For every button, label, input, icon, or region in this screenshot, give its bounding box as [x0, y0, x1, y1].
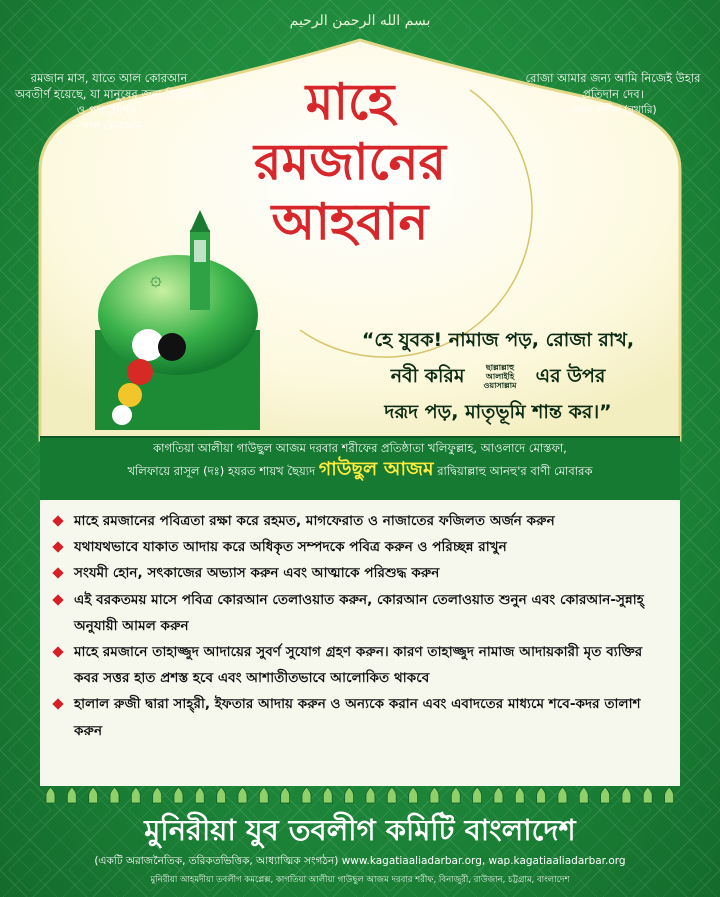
- banner-line-2-post: রাদ্বিয়াল্লাহু আনহু'র বাণী মোবারক: [437, 464, 593, 478]
- quran-quote-source: -আল কোরআন: [75, 120, 143, 132]
- list-item: [54, 560, 664, 586]
- title-line-2: রমজানের: [254, 132, 446, 191]
- main-quote-line-3: দরূদ পড়, মাতৃভূমি শান্ত কর।”: [384, 401, 612, 423]
- list-item: [54, 534, 664, 560]
- diamond-bullet-icon: [52, 542, 63, 553]
- main-quote-line-2a: নবী করিম: [390, 365, 465, 387]
- main-quote: [288, 322, 708, 430]
- main-quote-line-1: “হে যুবক! নামাজ পড়, রোজা রাখ,: [361, 329, 635, 351]
- founder-banner: [40, 436, 680, 500]
- diamond-bullet-icon: [52, 646, 63, 657]
- bismillah-calligraphy: بسم الله الرحمن الرحيم: [289, 13, 431, 29]
- banner-line-2-pre: খলিফায়ে রাসূল (দঃ) হযরত শায়খ ছৈয়্যদ: [127, 464, 316, 478]
- main-quote-line-2b: এর উপর: [535, 365, 606, 387]
- list-item-text: মাহে রমজানে তাহাজ্জুদ আদায়ের সুবর্ণ সুযোগ গ্রহণ করুন। কারণ তাহাজ্জুদ নামাজ আদায়কারী মৃত ব্যক্তির কবর সত্তর হাত প্রশস্ত হবে এবং আশাতীতভাবে আলোকিত থাকবে: [74, 644, 643, 687]
- diamond-bullet-icon: [52, 515, 63, 526]
- organization-title: মুনিরীয়া যুব তবলীগ কমিটি বাংলাদেশ: [144, 813, 576, 847]
- list-item-text: যথাযথভাবে যাকাত আদায় করে অধিকৃত সম্পদকে পবিত্র করুন ও পরিচ্ছন্ন রাখুন: [74, 539, 507, 556]
- message-list: [40, 500, 680, 744]
- decorative-border-strip: [40, 786, 680, 804]
- banner-line-1: কাগতিয়া আলীয়া গাউছুল আজম দরবার শরীফের প্রতিষ্ঠাতা খলিফুল্লাহ, আওলাদে মোস্তফা,: [153, 441, 567, 455]
- hadith-quote-text: রোজা আমার জন্য আমি নিজেই উহার প্রতিদান দেব।: [525, 71, 701, 101]
- list-item-text: মাহে রমজানের পবিত্রতা রক্ষা করে রহমত, মাগফেরাত ও নাজাতের ফজিলত অর্জন করুন: [74, 513, 555, 529]
- list-item: [54, 691, 664, 743]
- list-item-text: সংযমী হোন, সৎকাজের অভ্যাস করুন এবং আত্মাকে পরিশুদ্ধ করুন: [74, 565, 440, 582]
- quran-quote: [14, 70, 204, 134]
- hadith-quote: [520, 70, 706, 118]
- svg-text:۞: ۞: [150, 266, 162, 290]
- diamond-bullet-icon: [52, 568, 63, 579]
- banner-highlight-name: গাউছুল আজম: [318, 458, 434, 480]
- list-item: [54, 639, 664, 691]
- poster-title: [200, 72, 500, 252]
- hadith-quote-source: -আল হাদীস (বুখারি): [569, 104, 657, 116]
- list-item: [54, 508, 664, 534]
- message-list-panel: [40, 500, 680, 786]
- list-item-text: হালাল রুজী দ্বারা সাহ্‌রী, ইফতার আদায় করুন ও অন্যকে করান এবং এবাদতের মাধ্যমে শবে-কদর তালাশ করুন: [74, 696, 641, 739]
- main-quote-line-2: [288, 358, 708, 394]
- title-line-1: মাহে: [305, 72, 395, 131]
- banner-line-2: [40, 459, 680, 482]
- diamond-bullet-icon: [52, 594, 63, 605]
- diamond-bullet-icon: [52, 699, 63, 710]
- honorific-note: ছাল্লাল্লাহু আলাইহি ওয়াসাল্লাম: [483, 363, 517, 390]
- title-line-3: আহবান: [271, 192, 429, 251]
- list-item-text: এই বরকতময় মাসে পবিত্র কোরআন তেলাওয়াত করুন, কোরআন তেলাওয়াত শুনুন এবং কোরআন-সুন্নাহ্ অনুযায়ী আমল করুন: [74, 591, 644, 634]
- list-item: [54, 587, 664, 639]
- organization-subtitle: (একটি অরাজনৈতিক, তরিকতভিত্তিক, আধ্যাত্মিক সংগঠন) www.kagatiaaliadarbar.org, wap.kagatiaaliadarbar.org: [94, 855, 626, 867]
- organization-address: মুনিরীয়া আহমদীয়া তবলীগ কমপ্লেক্স, কাগতিয়া আলীয়া গাউছুল আজম দরবার শরীফ, বিনাজুরী, রাউজান, চট্টগ্রাম, বাংলাদেশ: [150, 875, 570, 885]
- quran-quote-text: রমজান মাস, যাতে আল কোরআন অবতীর্ণ হয়েছে, যা মানুষের জন্য হিদায়াত ও পথ প্রদর্শক।: [15, 71, 203, 117]
